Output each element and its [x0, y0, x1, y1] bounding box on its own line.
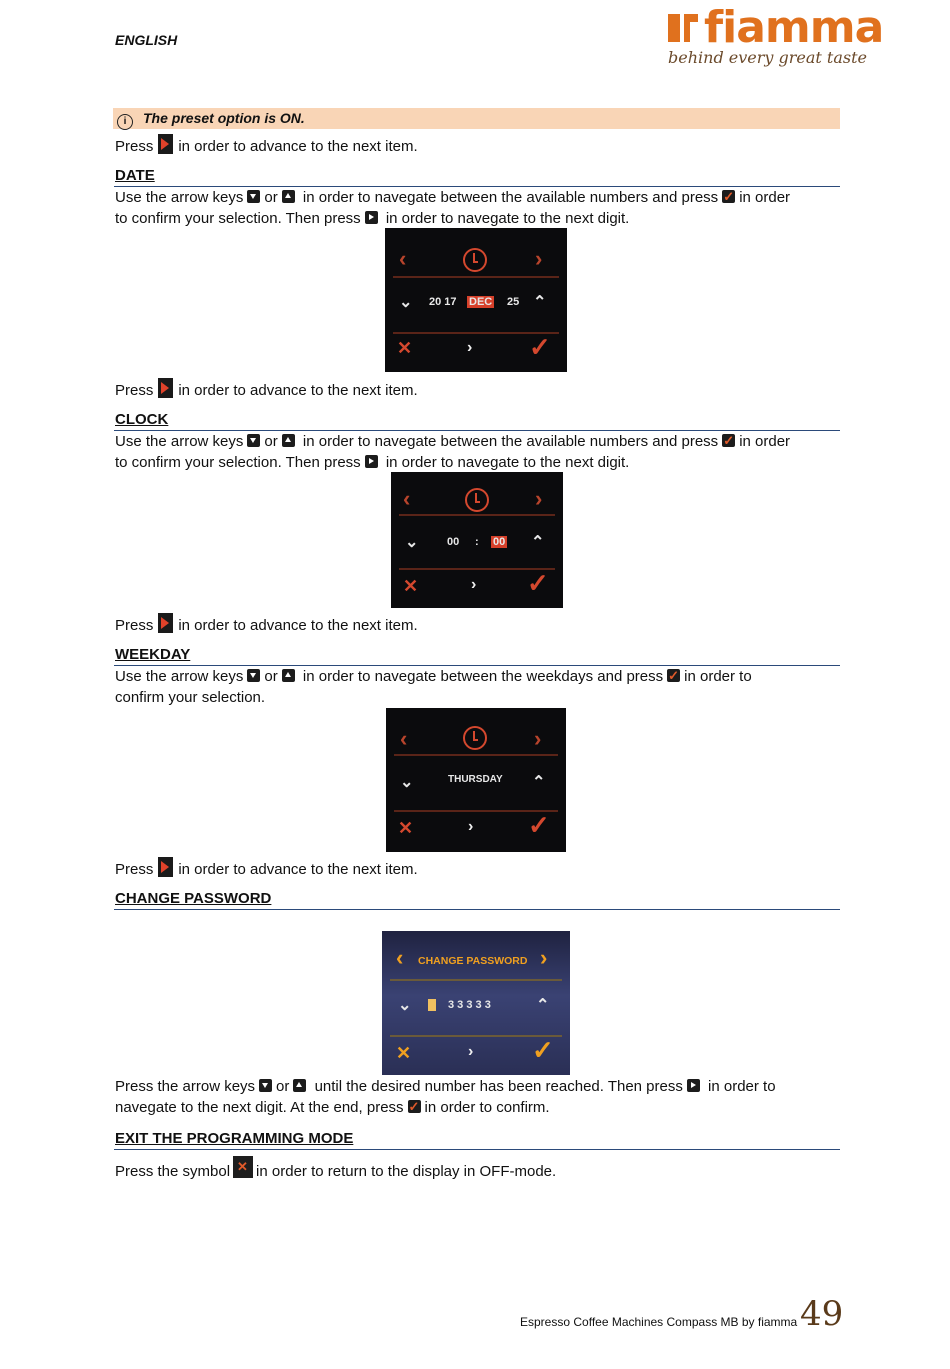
weekday-instruction-line-1: Use the arrow keys or in order to navegate between the weekdays and press✓ in order to [115, 667, 752, 687]
next-item-icon [158, 857, 173, 877]
down-chevron-icon: ⌄ [399, 294, 413, 311]
date-year: 20 17 [429, 296, 457, 308]
date-heading: DATE [115, 167, 155, 184]
chevron-left-icon: ‹ [396, 945, 404, 970]
logo-mark-icon [666, 10, 700, 44]
cancel-x-icon: ✕ [403, 576, 419, 596]
date-month: DEC [469, 296, 493, 308]
weekday-screen [386, 708, 566, 852]
password-digits: 3 3 3 3 3 [448, 999, 491, 1011]
weekday-instruction-line-2: confirm your selection. [115, 689, 266, 706]
divider [114, 1149, 840, 1150]
ok-check-icon: ✓ [527, 568, 549, 598]
arrow-down-icon [247, 434, 260, 447]
note-text: The preset option is ON. [143, 110, 305, 126]
exit-heading: EXIT THE PROGRAMMING MODE [115, 1130, 354, 1147]
chevron-right-icon: › [535, 246, 543, 271]
chevron-right-icon: › [534, 726, 542, 751]
date-day: 25 [507, 296, 520, 308]
clock-instruction-line-1: Use the arrow keys or in order to navegate between the available numbers and press✓ in order [115, 432, 790, 452]
press-next-line: Press in order to advance to the next item. [115, 378, 418, 401]
cancel-x-icon: ✕ [397, 338, 413, 358]
clock-minutes: 00 [493, 536, 506, 548]
chevron-right-icon: › [535, 486, 543, 511]
cursor-block [428, 999, 436, 1011]
page-number: 49 [800, 1294, 844, 1334]
language-label: ENGLISH [115, 32, 178, 48]
info-icon: i [117, 114, 133, 130]
chevron-left-icon: ‹ [399, 246, 407, 271]
next-item-icon [158, 613, 173, 633]
date-screen [385, 228, 567, 372]
clock-instruction-line-2: to confirm your selection. Then press in order to navegate to the next digit. [115, 454, 630, 471]
arrow-up-icon [282, 434, 295, 447]
logo-tagline: behind every great taste [668, 48, 868, 67]
ok-check-icon: ✓ [529, 332, 551, 362]
arrow-up-icon [282, 669, 295, 682]
exit-instruction: Press the symbol✕ in order to return to the display in OFF-mode. [115, 1156, 556, 1182]
ok-check-icon: ✓ [528, 810, 550, 840]
divider [114, 909, 840, 910]
footer-text: Espresso Coffee Machines Compass MB by fiamma [520, 1315, 798, 1329]
up-chevron-icon: ⌃ [531, 534, 545, 551]
logo-word: fiamma [704, 2, 884, 53]
arrow-down-icon [259, 1079, 272, 1092]
up-chevron-icon: ⌃ [533, 294, 547, 311]
ok-check-icon: ✓ [532, 1035, 554, 1065]
next-item-icon [158, 134, 173, 154]
clock-screen [391, 472, 563, 608]
password-screen-title: CHANGE PASSWORD [418, 955, 528, 967]
press-next-line: Press in order to advance to the next item. [115, 613, 418, 636]
weekday-heading: WEEKDAY [115, 646, 191, 663]
press-next-line: Press in order to advance to the next item. [115, 134, 418, 157]
next-icon: › [467, 339, 473, 356]
password-instruction-line-1: Press the arrow keys or until the desired number has been reached. Then press in order to [115, 1078, 776, 1095]
fiamma-logo [664, 2, 884, 74]
cancel-x-icon: ✕ [396, 1043, 412, 1063]
up-chevron-icon: ⌃ [532, 774, 546, 791]
date-instruction-line-1: Use the arrow keys or in order to navegate between the available numbers and press✓ in order [115, 188, 790, 208]
clock-heading: CLOCK [115, 411, 169, 428]
chevron-right-icon: › [540, 945, 548, 970]
arrow-up-icon [293, 1079, 306, 1092]
cancel-x-icon: ✕ [398, 818, 414, 838]
next-icon: › [468, 1043, 474, 1060]
next-icon: › [468, 818, 474, 835]
arrow-down-icon [247, 669, 260, 682]
password-instruction-line-2: navegate to the next digit. At the end, press✓ in order to confirm. [115, 1098, 550, 1118]
arrow-down-icon [247, 190, 260, 203]
chevron-left-icon: ‹ [403, 486, 411, 511]
confirm-check-icon [408, 1100, 421, 1113]
chevron-left-icon: ‹ [400, 726, 408, 751]
weekday-value: THURSDAY [448, 774, 503, 785]
clock-icon [465, 488, 489, 512]
clock-hours: 00 [447, 536, 460, 548]
next-digit-icon [365, 455, 378, 468]
clock-icon [463, 726, 487, 750]
date-instruction-line-2: to confirm your selection. Then press in order to navegate to the next digit. [115, 210, 630, 227]
exit-x-icon [233, 1156, 253, 1178]
press-next-line: Press in order to advance to the next item. [115, 857, 418, 880]
down-chevron-icon: ⌄ [398, 997, 412, 1014]
clock-icon [463, 248, 487, 272]
password-heading: CHANGE PASSWORD [115, 890, 272, 907]
info-note [113, 108, 840, 129]
down-chevron-icon: ⌄ [400, 774, 414, 791]
confirm-check-icon [722, 434, 735, 447]
next-digit-icon [687, 1079, 700, 1092]
divider [114, 665, 840, 666]
next-icon: › [471, 576, 477, 593]
next-digit-icon [365, 211, 378, 224]
up-chevron-icon: ⌃ [536, 997, 550, 1014]
arrow-up-icon [282, 190, 295, 203]
confirm-check-icon [667, 669, 680, 682]
next-item-icon [158, 378, 173, 398]
confirm-check-icon [722, 190, 735, 203]
clock-separator: : [475, 536, 479, 548]
down-chevron-icon: ⌄ [405, 534, 419, 551]
password-screen [382, 931, 570, 1075]
